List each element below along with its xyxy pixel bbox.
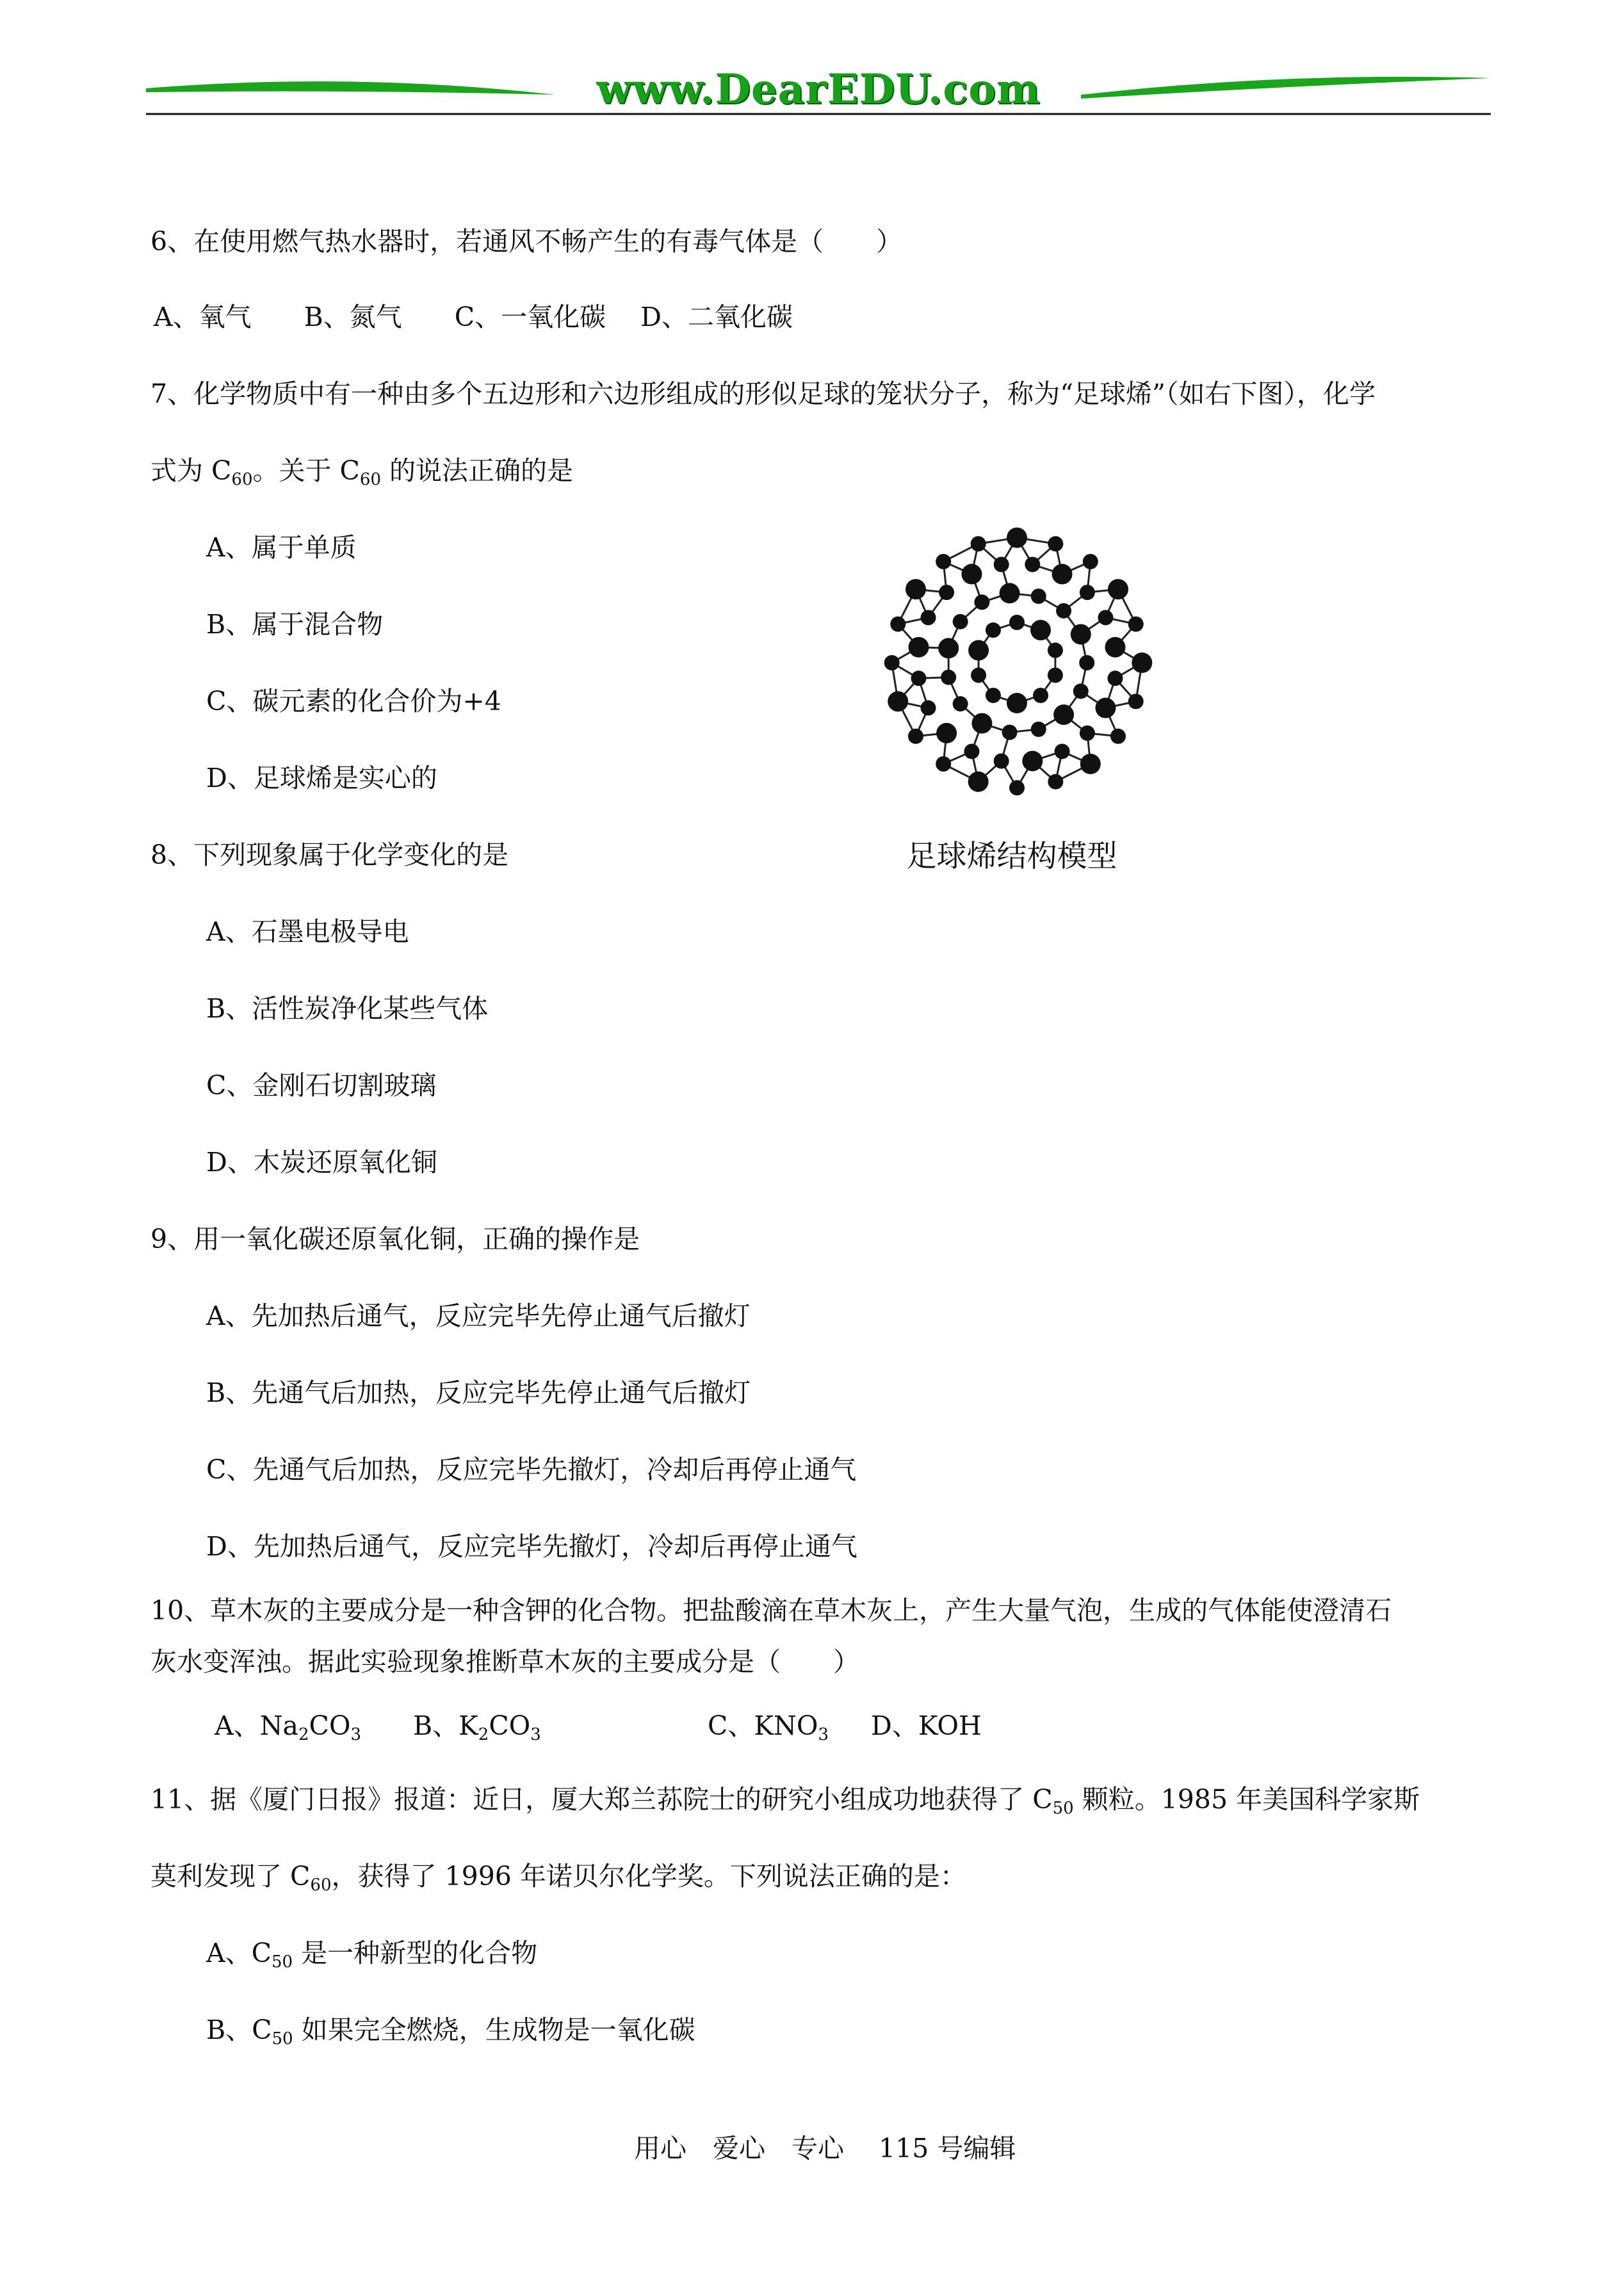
fullerene-atom xyxy=(961,564,982,585)
q9-option-b: B、先通气后加热，反应完毕先停止通气后撤灯 xyxy=(206,1377,751,1408)
fullerene-atom xyxy=(1048,667,1063,683)
fullerene-atom xyxy=(1048,536,1063,551)
fullerene-atom xyxy=(938,638,959,658)
fullerene-atom xyxy=(1107,670,1123,686)
q7-option-c: C、碳元素的化合价为+4 xyxy=(206,686,501,717)
fullerene-atom xyxy=(986,622,1001,638)
fullerene-atom xyxy=(936,756,951,772)
fullerene-atom xyxy=(964,743,979,759)
q6-options: A、氧气 B、氮气 C、一氧化碳 D、二氧化碳 xyxy=(154,302,793,332)
fullerene-atom xyxy=(1002,725,1018,740)
fullerene-atom xyxy=(1132,653,1152,673)
fullerene-atom xyxy=(1128,693,1144,709)
q10-option-a: A、$Na_2CO_3$ xyxy=(215,1710,362,1744)
q8-stem: 8、下列现象属于化学变化的是 xyxy=(150,839,509,870)
fullerene-atom xyxy=(888,691,908,711)
figure-caption: 足球烯结构模型 xyxy=(906,839,1117,874)
q11-stem-line1: 11、据《厦门日报》报道：近日，厦大郑兰荪院士的研究小组成功地获得了 $C_{50}$ 颗粒。1985 年美国科学家斯 xyxy=(150,1784,1420,1818)
fullerene-atom xyxy=(921,610,936,625)
fullerene-atom xyxy=(971,713,992,734)
fullerene-atom xyxy=(994,557,1009,572)
q8-option-c: C、金刚石切割玻璃 xyxy=(206,1070,437,1101)
fullerene-atom xyxy=(1033,688,1048,703)
fullerene-atom xyxy=(971,667,986,683)
fullerene-atom xyxy=(1022,750,1043,771)
q10-stem-line2: 灰水变浑浊。据此实验现象推断草木灰的主要成分是（ ） xyxy=(150,1646,859,1677)
fullerene-atom xyxy=(941,670,956,685)
fullerene-atom xyxy=(1080,585,1095,600)
fullerene-atom xyxy=(1048,774,1063,790)
q7-stem-line1: 7、化学物质中有一种由多个五边形和六边形组成的形似足球的笼状分子，称为“足球烯”（如右下图），化学 xyxy=(150,378,1376,409)
fullerene-atom xyxy=(939,585,954,600)
header-banner xyxy=(146,64,1491,122)
fullerene-atom xyxy=(1025,557,1040,572)
fullerene-atom xyxy=(905,579,926,599)
fullerene-atom xyxy=(968,640,989,661)
q7-stem-line2: 式为 $C_{60}$。关于 $C_{60}$ 的说法正确的是 xyxy=(150,455,574,489)
fullerene-atom xyxy=(1009,780,1025,795)
fullerene-atom xyxy=(1108,579,1128,599)
fullerene-atom xyxy=(953,614,968,629)
q10-option-d: D、KOH xyxy=(871,1710,982,1741)
q11-option-a: A、$C_{50}$ 是一种新型的化合物 xyxy=(206,1938,538,1972)
fullerene-atom xyxy=(909,637,929,658)
fullerene-atom xyxy=(1031,588,1046,604)
fullerene-atom xyxy=(1073,683,1089,699)
q11-option-b: B、$C_{50}$ 如果完全燃烧，生成物是一氧化碳 xyxy=(206,2015,695,2048)
fullerene-atom xyxy=(974,594,989,610)
q9-stem: 9、用一氧化碳还原氧化铜，正确的操作是 xyxy=(150,1224,640,1254)
fullerene-atom xyxy=(986,688,1001,703)
fullerene-atom xyxy=(1105,637,1125,658)
fullerene-atom xyxy=(1098,610,1113,625)
fullerene-atom xyxy=(1080,726,1095,741)
q9-option-d: D、先加热后通气，反应完毕先撤灯，冷却后再停止通气 xyxy=(206,1531,857,1562)
fullerene-atom xyxy=(1083,554,1098,569)
fullerene-atom xyxy=(1031,722,1046,737)
q9-option-a: A、先加热后通气，反应完毕先停止通气后撤灯 xyxy=(206,1301,751,1331)
fullerene-atom xyxy=(1056,603,1071,619)
q10-stem-line1: 10、草木灰的主要成分是一种含钾的化合物。把盐酸滴在草木灰上，产生大量气泡，生成的气体能使澄清石 xyxy=(150,1595,1392,1626)
fullerene-atom xyxy=(1079,655,1094,670)
fullerene-atom xyxy=(1110,729,1126,744)
fullerene-atom xyxy=(936,554,951,569)
q8-option-b: B、活性炭净化某些气体 xyxy=(206,993,489,1024)
q8-option-d: D、木炭还原氧化铜 xyxy=(206,1147,437,1178)
fullerene-atom xyxy=(1052,564,1073,585)
q10-option-b: B、$K_2CO_3$ xyxy=(413,1710,541,1744)
fullerene-atom xyxy=(908,729,923,744)
fullerene-atom xyxy=(936,723,957,743)
fullerene-atom xyxy=(1007,693,1027,713)
fullerene-atom xyxy=(1053,704,1074,725)
fullerene-atom xyxy=(1030,620,1051,640)
fullerene-atom xyxy=(1071,624,1091,645)
q9-option-c: C、先通气后加热，反应完毕先撤灯，冷却后再停止通气 xyxy=(206,1454,857,1485)
fullerene-atom xyxy=(994,753,1009,768)
fullerene-atom xyxy=(1048,643,1063,658)
fullerene-atom xyxy=(1007,528,1027,548)
fullerene-atom xyxy=(1055,743,1070,759)
page-footer: 用心 爱心 专心 115 号编辑 xyxy=(634,2133,1016,2164)
fullerene-atom xyxy=(971,536,986,551)
q11-stem-line2: 莫利发现了 $C_{60}$，获得了 1996 年诺贝尔化学奖。下列说法正确的是： xyxy=(150,1861,966,1895)
fullerene-figure xyxy=(870,512,1164,813)
q10-option-c: C、$KNO_3$ xyxy=(708,1710,829,1744)
fullerene-structure-image xyxy=(870,512,1164,813)
fullerene-atom xyxy=(1009,615,1025,630)
site-brand: www.DearEDU.com xyxy=(596,65,1041,113)
q7-option-d: D、足球烯是实心的 xyxy=(206,763,437,793)
fullerene-atom xyxy=(1080,754,1101,774)
fullerene-atom xyxy=(1000,583,1020,603)
fullerene-atom xyxy=(911,670,927,686)
fullerene-atom xyxy=(1128,617,1144,632)
fullerene-atom xyxy=(1095,698,1116,718)
q8-option-a: A、石墨电极导电 xyxy=(206,916,409,947)
fullerene-atom xyxy=(884,655,900,670)
fullerene-atom xyxy=(890,617,905,632)
q7-option-a: A、属于单质 xyxy=(206,532,357,563)
fullerene-atom xyxy=(953,696,968,711)
q6-stem: 6、在使用燃气热水器时，若通风不畅产生的有毒气体是（ ） xyxy=(150,226,903,257)
fullerene-atom xyxy=(968,772,989,792)
fullerene-atom xyxy=(921,701,936,716)
q7-option-b: B、属于混合物 xyxy=(206,609,384,640)
